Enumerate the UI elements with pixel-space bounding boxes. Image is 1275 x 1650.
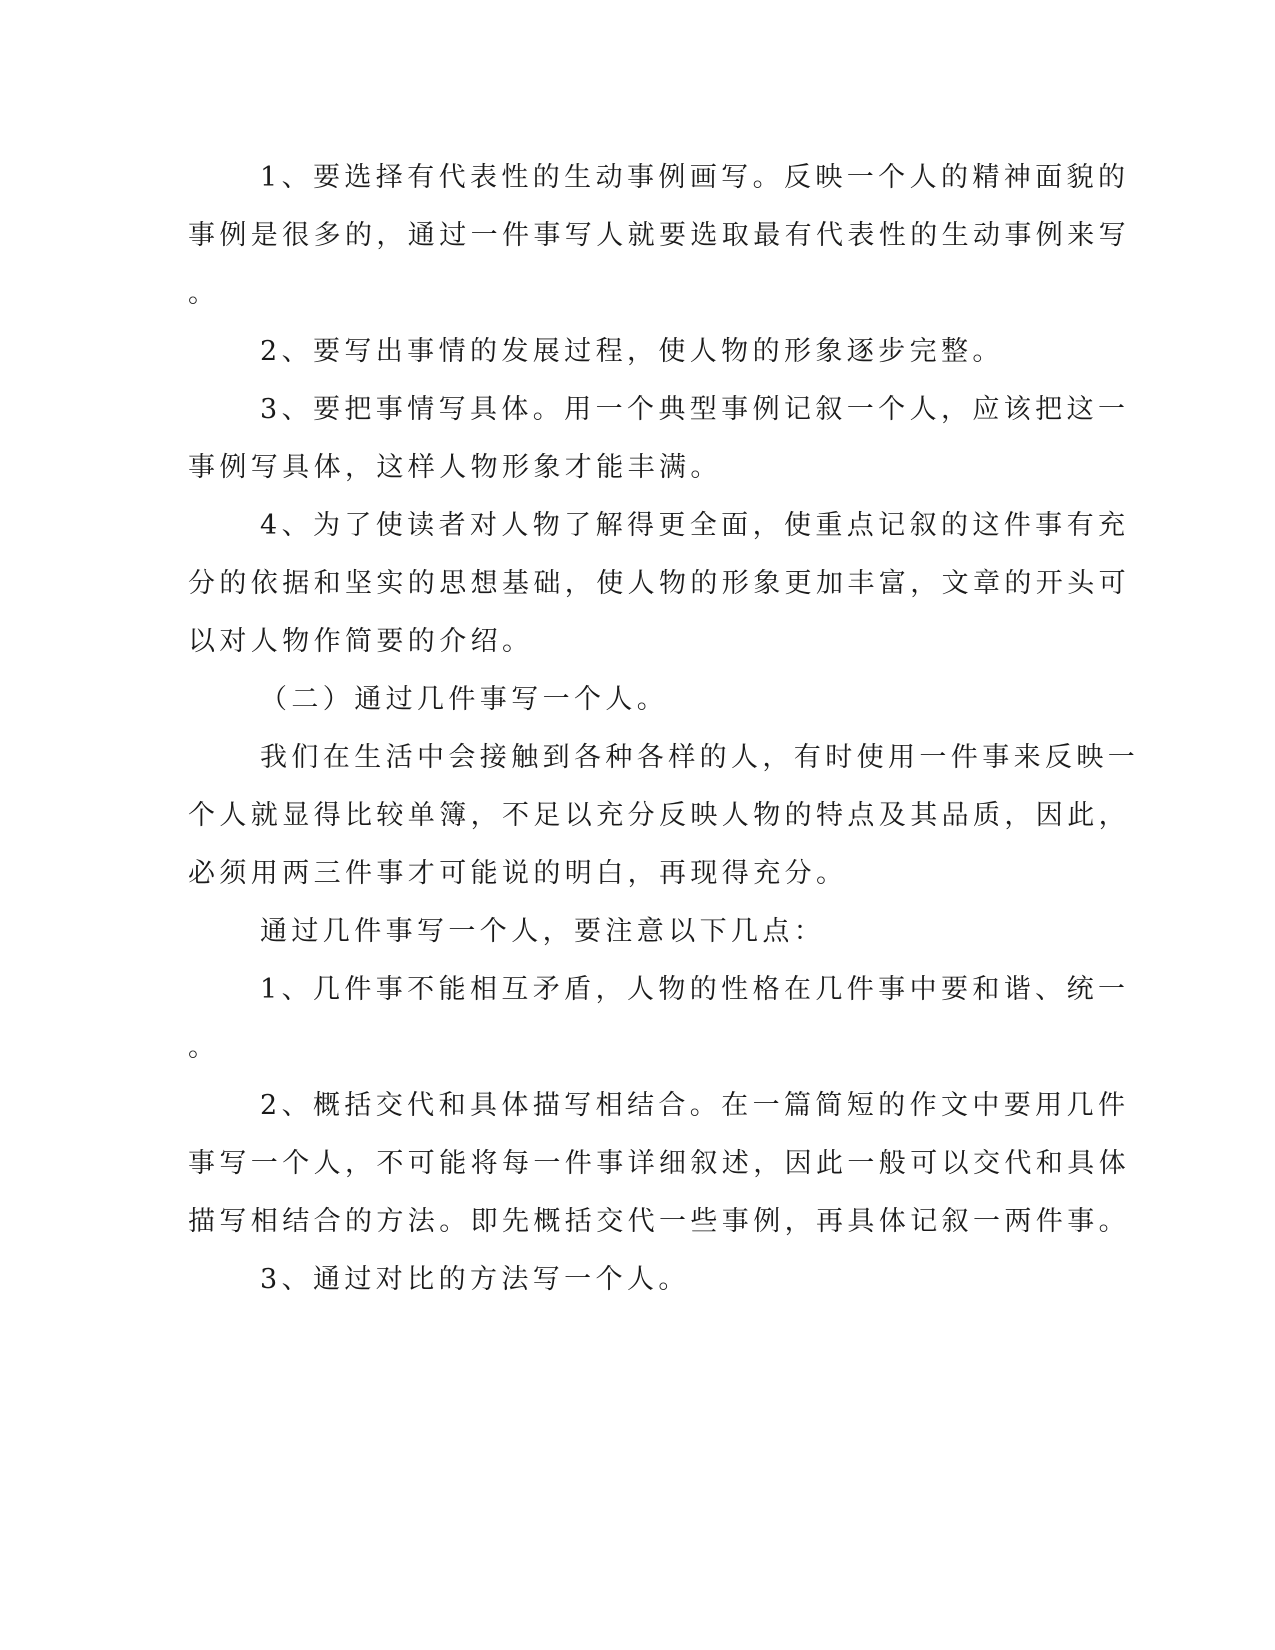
text-line: 描写相结合的方法。即先概括交代一些事例，再具体记叙一两件事。 [188, 1206, 1130, 1237]
text-line: 。 [188, 1032, 216, 1063]
text-line: 3、通过对比的方法写一个人。 [260, 1264, 690, 1295]
text-line: 事写一个人，不可能将每一件事详细叙述，因此一般可以交代和具体 [188, 1148, 1130, 1179]
text-line: 分的依据和坚实的思想基础，使人物的形象更加丰富，文章的开头可 [188, 568, 1130, 599]
text-line: 通过几件事写一个人，要注意以下几点： [260, 916, 826, 947]
text-line: 我们在生活中会接触到各种各样的人，有时使用一件事来反映一 [260, 742, 1140, 773]
text-line: 事例写具体，这样人物形象才能丰满。 [188, 452, 722, 483]
text-line: 3、要把事情写具体。用一个典型事例记叙一个人，应该把这一 [260, 394, 1130, 425]
text-line: 。 [188, 278, 216, 309]
text-line: 必须用两三件事才可能说的明白，再现得充分。 [188, 858, 848, 889]
text-line: 2、概括交代和具体描写相结合。在一篇简短的作文中要用几件 [260, 1090, 1130, 1121]
section-heading: （二）通过几件事写一个人。 [260, 684, 669, 715]
text-line: 个人就显得比较单簿，不足以充分反映人物的特点及其品质，因此， [188, 800, 1130, 831]
text-line: 4、为了使读者对人物了解得更全面，使重点记叙的这件事有充 [260, 510, 1130, 541]
text-line: 1、要选择有代表性的生动事例画写。反映一个人的精神面貌的 [260, 162, 1130, 193]
text-line: 1、几件事不能相互矛盾，人物的性格在几件事中要和谐、统一 [260, 974, 1130, 1005]
text-line: 以对人物作简要的介绍。 [188, 626, 534, 657]
text-line: 事例是很多的，通过一件事写人就要选取最有代表性的生动事例来写 [188, 220, 1130, 251]
text-line: 2、要写出事情的发展过程，使人物的形象逐步完整。 [260, 336, 1004, 367]
